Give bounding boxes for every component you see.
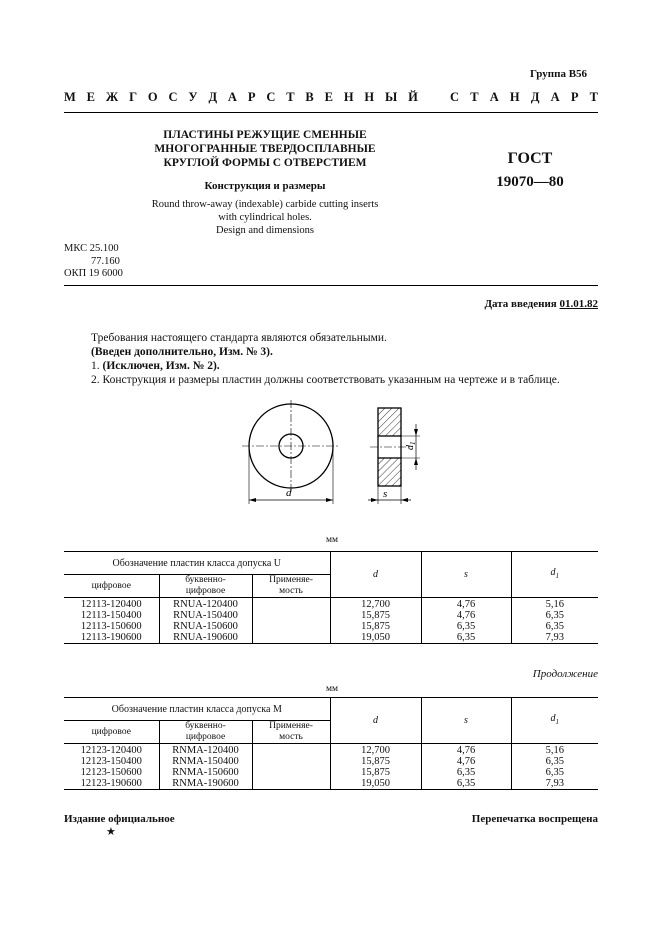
cell-digital: 12113-150600 — [64, 621, 159, 632]
cell-s: 4,76 — [421, 756, 511, 767]
interstate-letter: Д — [530, 90, 540, 104]
okp-code: ОКП 19 6000 — [64, 268, 123, 279]
group-code: Группа В56 — [530, 68, 588, 80]
cell-d: 19,050 — [330, 778, 421, 790]
section-lower — [378, 458, 401, 486]
interstate-letter: А — [489, 90, 499, 104]
cell-d1: 7,93 — [511, 778, 598, 790]
cell-d1: 6,35 — [511, 767, 598, 778]
table-m-col-use: Применяе- мость — [252, 721, 330, 744]
cell-digital: 12113-190600 — [64, 632, 159, 644]
cell-use — [252, 610, 330, 621]
interstate-letter: А — [550, 90, 560, 104]
cell-alpha: RNMA-150400 — [159, 756, 252, 767]
cell-alpha: RNUA-150600 — [159, 621, 252, 632]
item-1-number: 1. — [91, 360, 103, 372]
header-rule — [64, 112, 598, 113]
table-m-col-digital: цифровое — [64, 721, 159, 744]
star-icon: ★ — [106, 826, 116, 838]
interstate-letter: Н — [509, 90, 520, 104]
continuation-label: Продолжение — [532, 668, 598, 680]
mks-code-2: 77.160 — [91, 255, 120, 267]
cell-digital: 12123-120400 — [64, 744, 159, 757]
unit-label-m: мм — [326, 684, 339, 694]
arrow-left-icon — [249, 498, 256, 502]
table-u-col-alpha: буквенно- цифровое — [159, 575, 252, 598]
cell-alpha: RNMA-120400 — [159, 744, 252, 757]
cell-use — [252, 756, 330, 767]
cell-alpha: RNUA-120400 — [159, 598, 252, 611]
unit-label-u: мм — [326, 535, 339, 545]
gost-designation — [480, 150, 580, 191]
interstate-letter: Ы — [385, 90, 398, 104]
cell-use — [252, 778, 330, 790]
codes-rule — [64, 285, 598, 286]
interstate-letter: Е — [86, 90, 96, 104]
table-row — [64, 744, 598, 757]
table-m-col-s: s — [421, 698, 511, 744]
cell-s: 4,76 — [421, 610, 511, 621]
table-u-col-d1: $d_1$ — [511, 552, 598, 598]
label-d1: $d_1$ — [405, 441, 417, 450]
arrow-d1-bottom-icon — [414, 458, 418, 465]
paragraph-mandatory: Требования настоящего стандарта являются обязательными. — [91, 332, 387, 344]
arrow-d1-top-icon — [414, 429, 418, 436]
label-d: d — [286, 487, 292, 499]
cell-d1: 5,16 — [511, 598, 598, 611]
table-row — [64, 610, 598, 621]
cell-d1: 6,35 — [511, 756, 598, 767]
interstate-letter: Р — [570, 90, 579, 104]
cell-s: 6,35 — [421, 632, 511, 644]
table-tolerance-u — [64, 551, 598, 644]
title-block — [100, 128, 430, 237]
arrow-s-right-icon — [401, 498, 408, 502]
cell-use — [252, 632, 330, 644]
classification-codes — [64, 243, 123, 281]
cell-d1: 6,35 — [511, 621, 598, 632]
interstate-letter: У — [188, 90, 198, 104]
table-m-col-alpha: буквенно- цифровое — [159, 721, 252, 744]
table-u-col-use: Применяе- мость — [252, 575, 330, 598]
interstate-letter: В — [305, 90, 314, 104]
cell-digital: 12123-150400 — [64, 756, 159, 767]
cell-d1: 5,16 — [511, 744, 598, 757]
title-ru-line3: КРУГЛОЙ ФОРМЫ С ОТВЕРСТИЕМ — [163, 157, 367, 169]
table-row — [64, 756, 598, 767]
interstate-letter: С — [168, 90, 178, 104]
title-ru-subtitle: Конструкция и размеры — [204, 180, 326, 192]
gost-label: ГОСТ — [507, 150, 553, 167]
interstate-letter: Ж — [105, 90, 119, 104]
section-upper — [378, 408, 401, 436]
table-u-col-digital: цифровое — [64, 575, 159, 598]
cell-d: 15,875 — [330, 756, 421, 767]
interstate-letter: Т — [286, 90, 295, 104]
cell-alpha: RNUA-190600 — [159, 632, 252, 644]
cell-digital: 12123-150600 — [64, 767, 159, 778]
table-row — [64, 778, 598, 790]
title-ru-line1: ПЛАСТИНЫ РЕЖУЩИЕ СМЕННЫЕ — [163, 129, 367, 141]
cell-alpha: RNMA-150600 — [159, 767, 252, 778]
table-u-col-d: d — [330, 552, 421, 598]
table-m-col-d1: $d_1$ — [511, 698, 598, 744]
cell-digital: 12123-190600 — [64, 778, 159, 790]
cell-digital: 12113-120400 — [64, 598, 159, 611]
interstate-letter: Н — [343, 90, 354, 104]
cell-d1: 6,35 — [511, 610, 598, 621]
cell-s: 4,76 — [421, 744, 511, 757]
paragraph-item-2: 2. Конструкция и размеры пластин должны соответствовать указанным на чертеже и в таблице. — [91, 374, 560, 386]
paragraph-item-1 — [91, 359, 220, 373]
title-en-line2: with cylindrical holes. — [218, 212, 312, 223]
interstate-letter: Р — [247, 90, 256, 104]
paragraph-amendment-3: (Введен дополнительно, Изм. № 3). — [91, 346, 273, 358]
interstate-letter: Г — [129, 90, 138, 104]
interstate-letter: М — [64, 90, 76, 104]
cell-use — [252, 598, 330, 611]
interstate-letter: С — [450, 90, 460, 104]
cell-d: 15,875 — [330, 621, 421, 632]
table-row — [64, 632, 598, 644]
section-view — [368, 408, 420, 504]
table-u-group-header: Обозначение пластин класса допуска U — [64, 552, 330, 575]
cell-d: 15,875 — [330, 767, 421, 778]
cell-use — [252, 744, 330, 757]
cell-d: 19,050 — [330, 632, 421, 644]
interstate-letter: Н — [364, 90, 375, 104]
cell-use — [252, 767, 330, 778]
interstate-letter: Й — [408, 90, 418, 104]
mks-code-1: МКС 25.100 — [64, 243, 119, 254]
label-s: s — [383, 488, 388, 500]
title-ru-line2: МНОГОГРАННЫЕ ТВЕРДОСПЛАВНЫЕ — [154, 143, 376, 155]
cell-d: 12,700 — [330, 598, 421, 611]
interstate-right-text — [450, 90, 598, 105]
front-view — [242, 400, 340, 504]
cell-s: 6,35 — [421, 778, 511, 790]
cell-s: 4,76 — [421, 598, 511, 611]
table-tolerance-m — [64, 697, 598, 790]
insert-drawing — [230, 400, 450, 510]
cell-d: 15,875 — [330, 610, 421, 621]
cell-alpha: RNMA-190600 — [159, 778, 252, 790]
interstate-letter: А — [227, 90, 237, 104]
title-en-line1: Round throw-away (indexable) carbide cutting inserts — [151, 199, 379, 210]
interstate-banner — [64, 90, 598, 105]
cell-d: 12,700 — [330, 744, 421, 757]
interstate-left-text — [64, 90, 418, 105]
interstate-letter: Т — [470, 90, 479, 104]
cell-digital: 12113-150400 — [64, 610, 159, 621]
table-row — [64, 621, 598, 632]
table-m-col-d: d — [330, 698, 421, 744]
interstate-letter: С — [266, 90, 276, 104]
intro-date-value: 01.01.82 — [559, 298, 598, 310]
gost-number: 19070—80 — [496, 174, 564, 190]
arrow-s-left-icon — [371, 498, 378, 502]
table-m-group-header: Обозначение пластин класса допуска М — [64, 698, 330, 721]
arrow-right-icon — [326, 498, 333, 502]
cell-s: 6,35 — [421, 621, 511, 632]
interstate-letter: Е — [324, 90, 333, 104]
title-en-line3: Design and dimensions — [216, 225, 314, 236]
table-row — [64, 598, 598, 611]
cell-d1: 7,93 — [511, 632, 598, 644]
intro-date — [484, 298, 598, 310]
table-row — [64, 767, 598, 778]
cell-s: 6,35 — [421, 767, 511, 778]
interstate-letter: Д — [208, 90, 218, 104]
footer-reprint-prohibited: Перепечатка воспрещена — [471, 813, 598, 825]
interstate-letter: О — [147, 90, 158, 104]
cell-use — [252, 621, 330, 632]
table-u-col-s: s — [421, 552, 511, 598]
intro-date-label: Дата введения — [484, 298, 557, 310]
footer-official-edition: Издание официальное — [64, 813, 175, 825]
interstate-letter: Т — [589, 90, 598, 104]
item-1-text: (Исключен, Изм. № 2). — [102, 360, 220, 372]
cell-alpha: RNUA-150400 — [159, 610, 252, 621]
